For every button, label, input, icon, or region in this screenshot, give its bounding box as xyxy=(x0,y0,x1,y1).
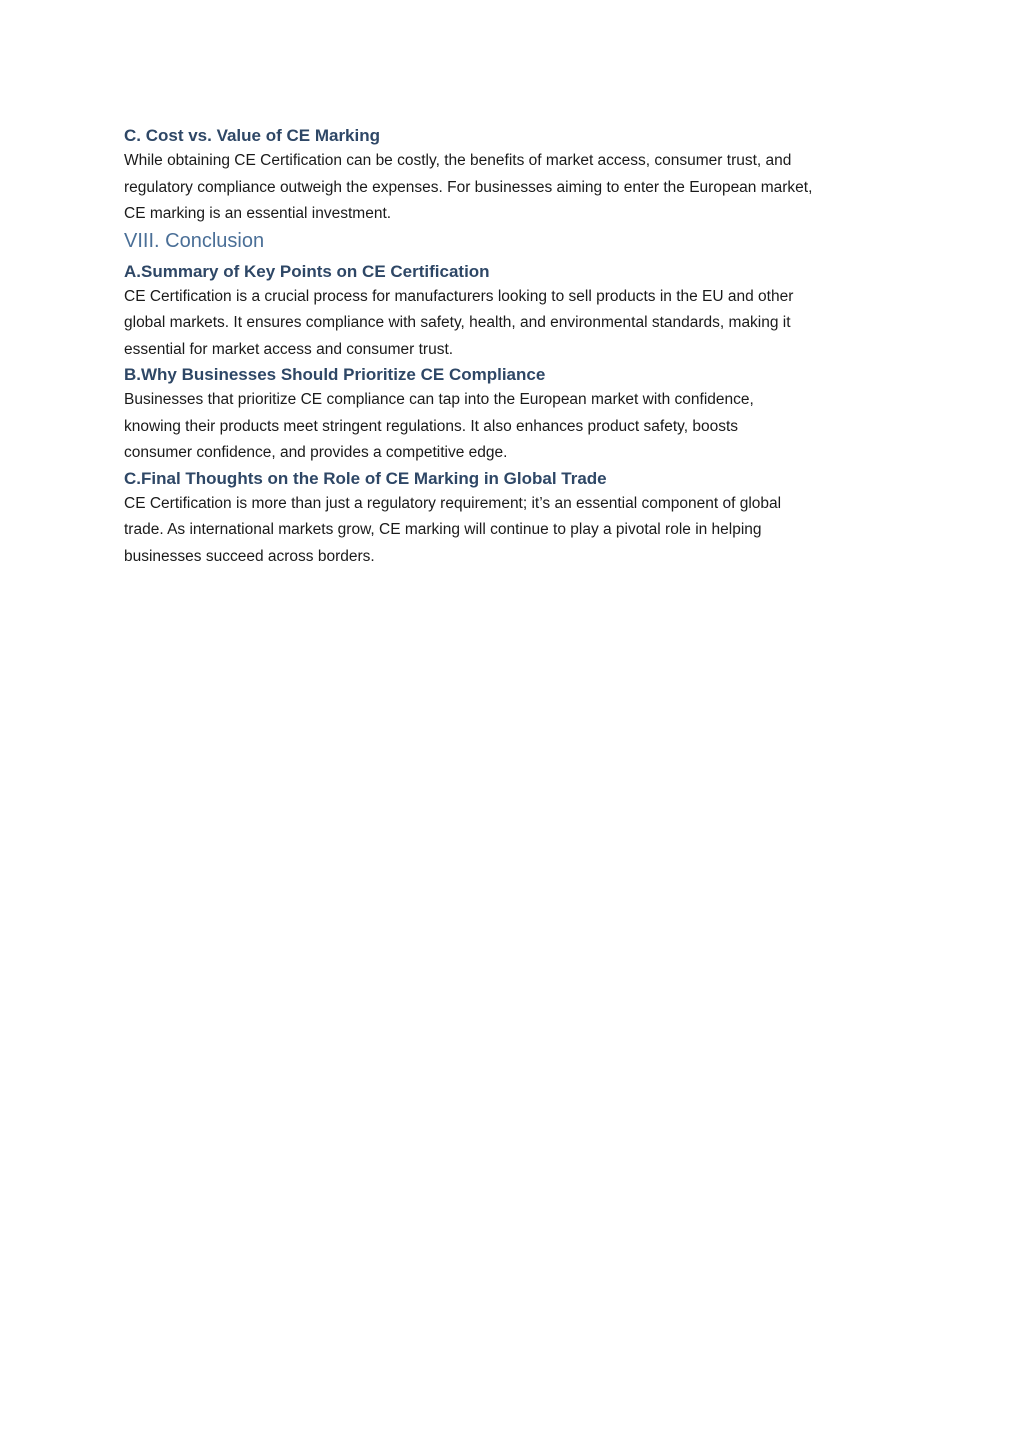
cost-vs-value-paragraph xyxy=(124,148,914,228)
paragraph-line: trade. As international markets grow, CE marking will continue to play a pivotal role in helping xyxy=(124,521,762,538)
paragraph-line: global markets. It ensures compliance with safety, health, and environmental standards, making it xyxy=(124,314,791,331)
paragraph-line: businesses succeed across borders. xyxy=(124,547,375,565)
paragraph-line: essential for market access and consumer trust. xyxy=(124,340,454,358)
paragraph-line: knowing their products meet stringent regulations. It also enhances product safety, boosts xyxy=(124,417,739,435)
paragraph-line: CE marking is an essential investment. xyxy=(124,205,392,222)
conclusion-section xyxy=(124,228,914,571)
summary-heading: A.Summary of Key Points on CE Certification xyxy=(124,261,490,281)
why-prioritize-block xyxy=(124,363,914,467)
paragraph-line: CE Certification is more than just a regulatory requirement; it’s an essential component of global xyxy=(124,494,782,512)
why-prioritize-paragraph xyxy=(124,387,914,467)
summary-block xyxy=(124,260,914,364)
final-thoughts-heading: C.Final Thoughts on the Role of CE Marking in Global Trade xyxy=(124,468,607,488)
conclusion-heading: VIII. Conclusion xyxy=(124,229,265,252)
final-thoughts-paragraph xyxy=(124,491,914,571)
why-prioritize-heading: B.Why Businesses Should Prioritize CE Compliance xyxy=(124,365,546,384)
paragraph-line: CE Certification is a crucial process for manufacturers looking to sell products in the EU and other xyxy=(124,287,794,305)
cost-vs-value-heading: C. Cost vs. Value of CE Marking xyxy=(124,126,381,145)
final-thoughts-block xyxy=(124,467,914,571)
paragraph-line: Businesses that prioritize CE compliance can tap into the European market with confidence, xyxy=(124,391,754,408)
cost-vs-value-block xyxy=(124,124,914,228)
paragraph-line: regulatory compliance outweigh the expenses. For businesses aiming to enter the European market, xyxy=(124,178,813,196)
paragraph-line: While obtaining CE Certification can be costly, the benefits of market access, consumer trust, and xyxy=(124,152,792,169)
paragraph-line: consumer confidence, and provides a competitive edge. xyxy=(124,444,508,461)
page-content xyxy=(124,124,914,570)
summary-paragraph xyxy=(124,284,914,364)
